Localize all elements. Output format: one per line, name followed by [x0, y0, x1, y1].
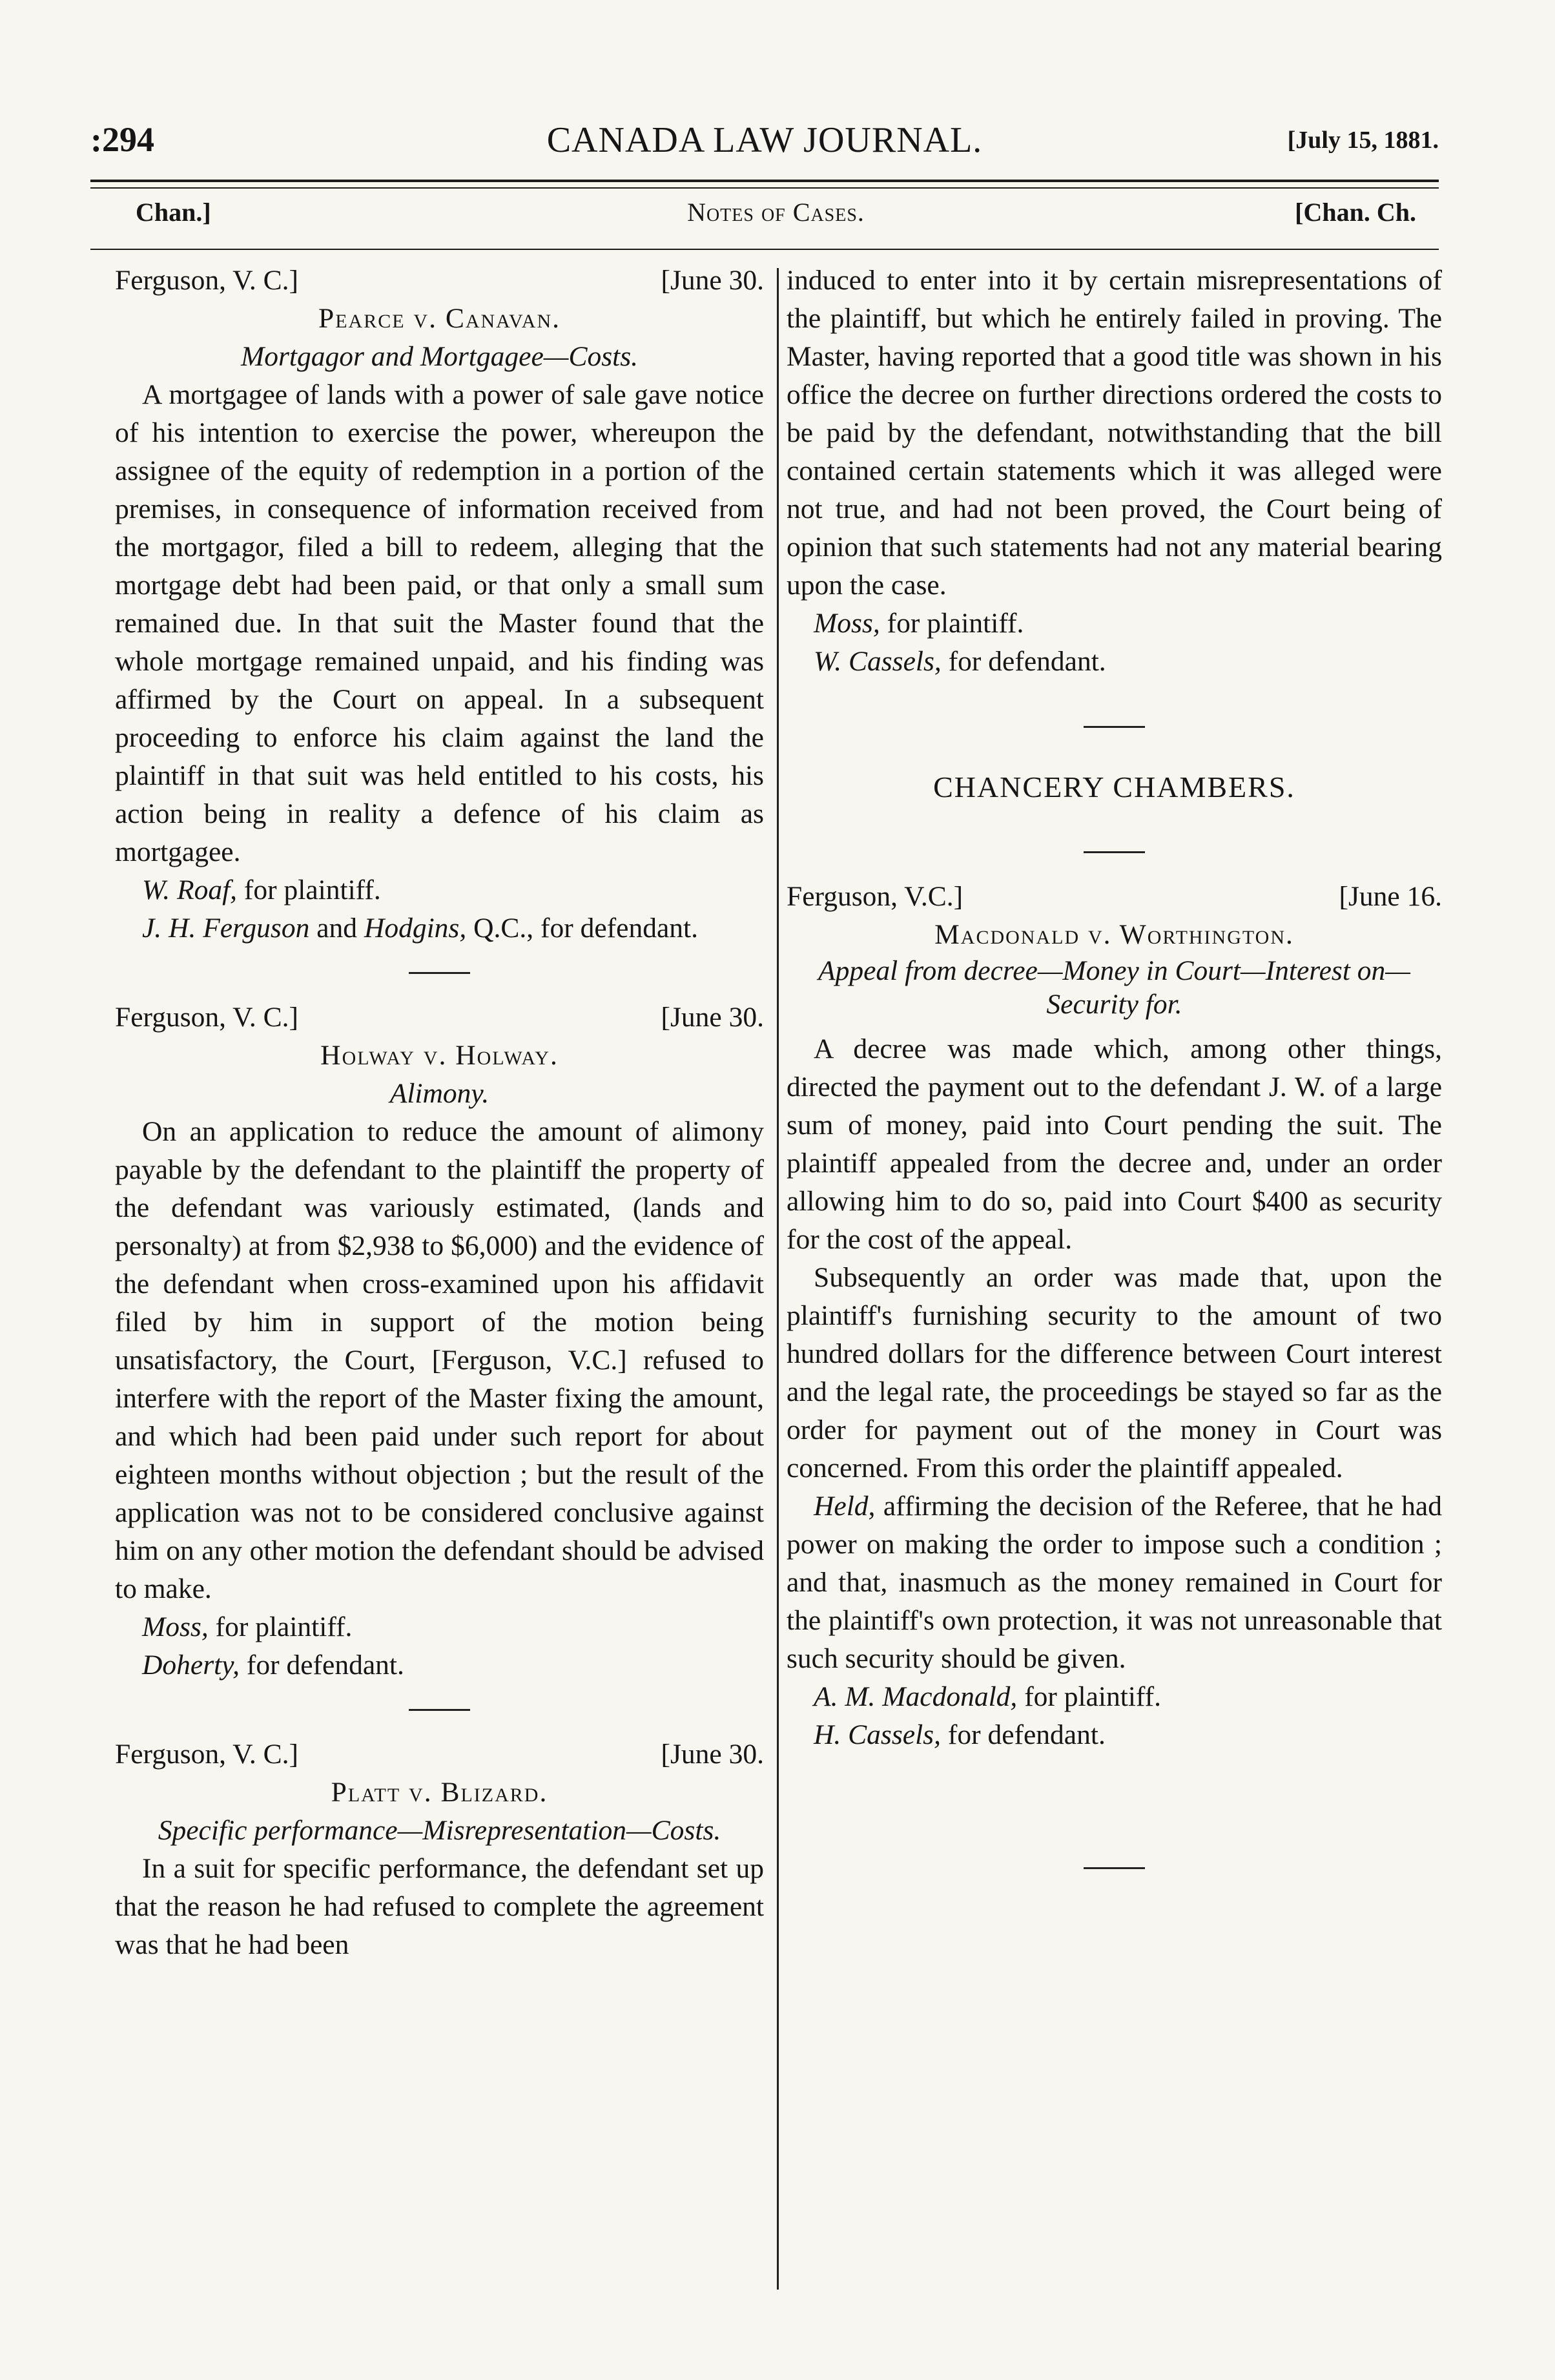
counsel-role: for plaintiff. — [880, 608, 1024, 639]
case-body: A decree was made which, among other things, directed the payment out to the defendant J. W. of a large sum of money, paid into Court pending the suit. The plaintiff appealed from the decree and, under an order allowing him to do so, paid into Court $400 as security for the cost of the appeal. — [787, 1033, 1442, 1255]
judge: Ferguson, V. C.] — [115, 265, 299, 296]
case-header — [787, 878, 1442, 916]
counsel-line — [787, 643, 1442, 681]
case-title: Macdonald v. Worthington. — [934, 919, 1294, 950]
case-topic: Appeal from decree—Money in Court—Interest on—Security for. — [818, 955, 1410, 1020]
counsel-name: J. H. Ferguson — [142, 913, 310, 944]
case-date: [June 16. — [1339, 881, 1442, 912]
case-holding — [787, 1487, 1442, 1678]
right-column — [787, 262, 1442, 1894]
counsel-role: Q.C., for defendant. — [466, 913, 698, 944]
header-rule-bottom — [90, 187, 1439, 189]
running-header — [90, 119, 1439, 171]
case-body: Subsequently an order was made that, upon the plaintiff's furnishing security to the amount of two hundred dollars for the difference between Court interest and the legal rate, the proceedings be stayed so far as the order for payment out of the money in Court was concerned. From this order the plaintiff appealed. — [787, 1262, 1442, 1484]
sub-header — [136, 197, 1416, 236]
counsel-name: Moss, — [142, 1611, 209, 1642]
case-body: On an application to reduce the amount of alimony payable by the defendant to the plaintiff the property of the defendant was variously estimated, (lands and personalty) at from $2,938 to $6,000) and the evidence of the defendant when cross-examined upon his affidavit filed by him in support of the motion being unsatisfactory, the Court, [Ferguson, V.C.] refused to interfere with the report of the Master fixing the amount, and which had been paid under such report for about eighteen months without objection ; but the result of the application was not to be considered conclusive against him on any other motion the defendant should be advised to make. — [115, 1116, 764, 1604]
counsel-role: for plaintiff. — [237, 874, 381, 905]
case-topic: Mortgagor and Mortgagee—Costs. — [240, 341, 639, 372]
counsel-role: for plaintiff. — [208, 1611, 353, 1642]
subheader-rule — [90, 249, 1439, 250]
case-header — [115, 999, 764, 1037]
counsel-name: A. M. Macdonald, — [814, 1681, 1018, 1712]
counsel-name: Hodgins, — [364, 913, 467, 944]
counsel-line — [787, 1716, 1442, 1754]
journal-title: CANADA LAW JOURNAL. — [546, 120, 983, 160]
counsel-line — [115, 1646, 764, 1684]
case-header — [115, 1735, 764, 1774]
counsel-conjunction: and — [309, 913, 364, 944]
case-body-continued: induced to enter into it by certain misrepresentations of the plaintiff, but which he entirely failed in proving. The Master, having reported that a good title was shown in his office the decree on further directions ordered the costs to be paid by the defendant, notwithstanding that the bill contained certain statements which it was alleged were not true, and had not been proved, the Court being of opinion that such statements had not any material bearing upon the case. — [787, 265, 1442, 601]
case-separator — [1084, 726, 1145, 728]
case-date: [June 30. — [661, 265, 764, 296]
holding-text: affirming the decision of the Referee, that he had power on making the order to impose such a condition ; and that, inasmuch as the money remained in Court for the plaintiff's own protection, it was not unreasonable that such security should be given. — [787, 1491, 1442, 1674]
case-topic: Alimony. — [389, 1078, 489, 1109]
judge: Ferguson, V. C.] — [115, 1739, 299, 1770]
case-separator — [1084, 851, 1145, 853]
case-title: Holway v. Holway. — [320, 1040, 559, 1071]
counsel-line — [787, 605, 1442, 643]
left-column — [115, 262, 764, 1964]
counsel-role: for defendant. — [941, 646, 1106, 677]
counsel-line — [787, 1678, 1442, 1716]
case-title: Pearce v. Canavan. — [318, 303, 561, 334]
case-body: A mortgagee of lands with a power of sale gave notice of his intention to exercise the power, whereupon the assignee of the equity of redemption in a portion of the premises, in consequence of information received from the mortgagor, filed a bill to redeem, alleging that the mortgage debt had been paid, or that only a small sum remained due. In that suit the Master found that the whole mortgage remained unpaid, and his finding was affirmed by the Court on appeal. In a subsequent proceeding to enforce his claim against the land the plaintiff in that suit was held entitled to his costs, his action being in reality a defence of his claim as mortgagee. — [115, 379, 764, 867]
counsel-line — [115, 1608, 764, 1646]
held-word: Held, — [814, 1491, 876, 1522]
judge: Ferguson, V.C.] — [787, 881, 963, 912]
counsel-line — [115, 871, 764, 909]
case-date: [June 30. — [661, 1739, 764, 1770]
header-rule-top — [90, 180, 1439, 182]
counsel-role: for plaintiff. — [1017, 1681, 1161, 1712]
column-divider — [777, 268, 779, 2290]
case-separator — [409, 1709, 470, 1711]
judge: Ferguson, V. C.] — [115, 1002, 299, 1033]
case-title: Platt v. Blizard. — [331, 1777, 548, 1808]
section-label: Notes of Cases. — [687, 198, 865, 227]
case-header — [115, 262, 764, 300]
case-date: [June 30. — [661, 1002, 764, 1033]
end-separator — [1084, 1867, 1145, 1869]
court-right: [Chan. Ch. — [1295, 198, 1416, 227]
section-heading: CHANCERY CHAMBERS. — [933, 771, 1295, 803]
counsel-role: for defendant. — [240, 1650, 404, 1681]
counsel-name: Moss, — [814, 608, 880, 639]
counsel-role: for defendant. — [940, 1719, 1106, 1750]
counsel-line — [115, 909, 764, 947]
page-number: :294 — [90, 120, 154, 159]
case-separator — [409, 972, 470, 974]
counsel-name: H. Cassels, — [814, 1719, 941, 1750]
case-topic: Specific performance—Misrepresentation—Costs. — [158, 1815, 721, 1846]
counsel-name: W. Roaf, — [142, 874, 238, 905]
counsel-name: W. Cassels, — [814, 646, 942, 677]
issue-date: [July 15, 1881. — [1287, 127, 1439, 154]
case-body: In a suit for specific performance, the defendant set up that the reason he had refused to complete the agreement was that he had been — [115, 1853, 764, 1960]
court-left: Chan.] — [136, 198, 211, 227]
counsel-name: Doherty, — [142, 1650, 240, 1681]
